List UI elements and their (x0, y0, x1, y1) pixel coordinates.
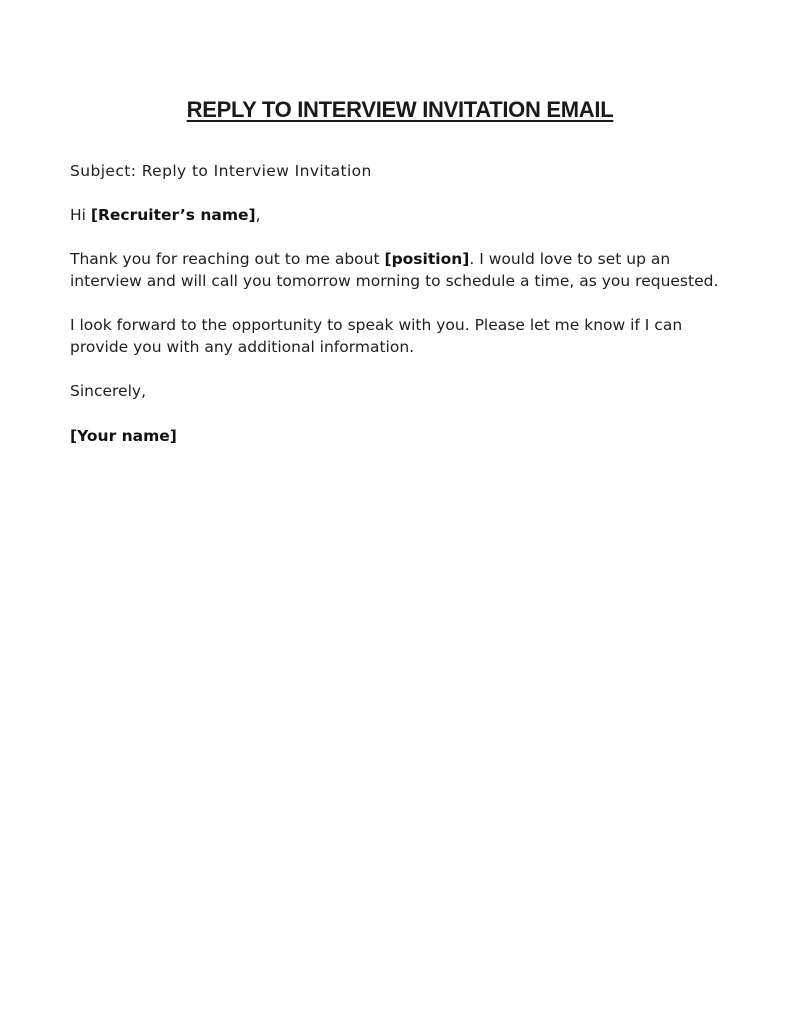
paragraph-thanks-after: . I would love to set up an (469, 250, 671, 268)
email-closing: Sincerely, (70, 382, 147, 400)
paragraph-forward (70, 314, 750, 358)
greeting-suffix: , (255, 206, 261, 224)
paragraph-thanks (70, 248, 750, 292)
document-title-text: REPLY TO INTERVIEW INVITATION EMAIL (186, 97, 614, 122)
paragraph-forward-line1: I look forward to the opportunity to speak with you. Please let me know if I can (70, 316, 683, 334)
email-signature (70, 425, 750, 447)
email-subject: Subject: Reply to Interview Invitation (70, 162, 372, 180)
your-name-placeholder: [Your name] (70, 427, 177, 445)
paragraph-thanks-line2: interview and will call you tomorrow morning to schedule a time, as you requested. (70, 272, 719, 290)
greeting-prefix: Hi (70, 206, 91, 224)
recruiter-name-placeholder: [Recruiter’s name] (90, 206, 256, 224)
paragraph-forward-line2: provide you with any additional information. (70, 338, 415, 356)
paragraph-thanks-before: Thank you for reaching out to me about (70, 250, 385, 268)
document-title (0, 96, 800, 124)
email-greeting (70, 204, 750, 226)
position-placeholder: [position] (384, 250, 470, 268)
